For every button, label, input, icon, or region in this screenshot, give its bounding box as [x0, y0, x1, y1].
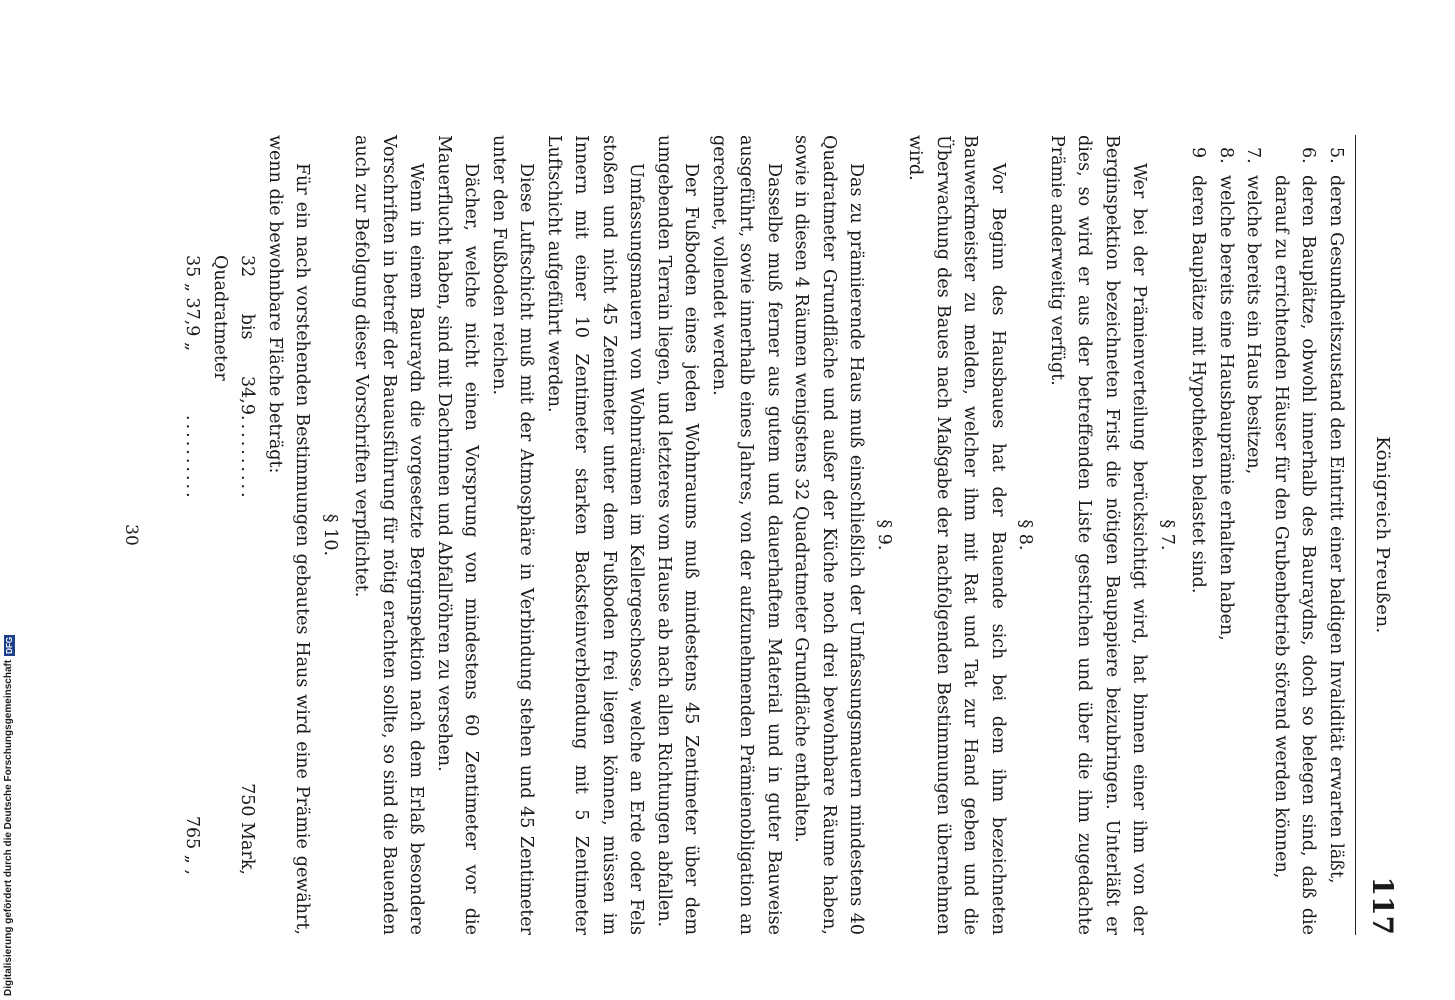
premium-amount: 750 Mark, [237, 783, 258, 875]
section-heading: § 9. [874, 519, 894, 551]
premium-range: 32 bis 34,9 Quadratmeter [210, 255, 258, 415]
list-number: 5. [1326, 147, 1346, 164]
paragraph: Für ein nach vorstehenden Bestimmungen gebautes Haus wird eine Prämie gewährt, wenn die bewohnbare Fläche beträgt: [265, 135, 313, 935]
running-head: Königreich Preußen. [1372, 436, 1393, 634]
list-number: 7. [1243, 147, 1264, 164]
premium-row [206, 135, 261, 935]
list-text: deren Bauplätze, obwohl innerhalb des Bauraydns, doch so belegen sind, daß die darauf zu errichtenden Häuser für den Grubenbetrieb störend werden können, [1271, 175, 1319, 935]
list-text: welche bereits eine Hausbauprämie erhalten haben, [1216, 175, 1236, 641]
premium-amount: 765 „ , [182, 815, 203, 875]
page-number: 117 [1366, 876, 1399, 935]
paragraph: Umfassungsmauern von Wohnräumen im Kellergeschosse, welche an Erde oder Fels stoßen und nicht 45 Zentimeter unter dem Fußboden frei liegen können, müssen im Innern mit einer 10 Zentimeter starken Backsteinverblendung mit 5 Zentimeter Luftschicht aufgeführt werden. [544, 135, 647, 935]
paragraph: Wenn in einem Bauraydn die vorgesetzte Berginspektion nach dem Erlaß besondere Vorschriften in betreff der Bauausführung für nötig erachten sollte, so sind die Bauenden auch zur Befolgung dieser Vorschriften verpflichtet. [351, 135, 427, 935]
list-text: welche bereits ein Haus besitzen, [1243, 175, 1264, 475]
list-text: deren Bauplätze mit Hypotheken belastet sind. [1188, 175, 1209, 594]
dfg-logo-icon: DFG [4, 636, 14, 654]
paragraph: Dächer, welche nicht einen Vorsprung von mindestens 60 Zentimeter vor die Mauerflucht haben, sind mit Dachrinnen und Abfallröhren zu versehen. [434, 135, 482, 935]
digitization-credit [2, 606, 16, 996]
list-number: 8. [1216, 147, 1236, 164]
signature-mark: 30 [121, 524, 141, 546]
section-9 [347, 135, 897, 935]
premium-range: 35 „ 37,9 „ [182, 255, 203, 352]
rotated-page-scan [121, 95, 1400, 975]
list-number: 6. [1298, 147, 1319, 164]
page-header [1355, 135, 1400, 935]
list-item [1322, 135, 1350, 935]
paragraph: Wer bei der Prämienverteilung berücksichtigt wird, hat binnen einer ihm von der Berginspektion bezeichneten Frist die nötigen Baupapiere beizubringen. Unterläßt er dies, so wird er aus der betreffenden Liste gestrichen und über die ihm zugedachte Prämie anderweitig verfügt. [1047, 135, 1150, 935]
section-heading: § 7. [1157, 519, 1177, 551]
credit-text: Digitalisierung gefördert durch die Deutsche Forschungsgemeinschaft [3, 659, 14, 996]
page-content [117, 135, 1356, 935]
list-item [1184, 135, 1212, 935]
list-item [1267, 135, 1322, 935]
list-item [1212, 135, 1240, 935]
exclusion-list [1184, 135, 1349, 935]
section-8 [901, 135, 1039, 935]
list-item [1239, 135, 1267, 935]
section-7 [1043, 135, 1181, 935]
paragraph: Das zu prämiierende Haus muß einschließlich der Umfassungsmauern mindestens 40 Quadratmeter Grundfläche und außer der Küche noch drei bewohnbare Räume haben, sowie in diesen 4 Räumen wenigstens 32 Quadratmeter Grundfläche enthalten. [791, 135, 867, 935]
paragraph: Diese Luftschicht muß mit der Atmosphäre in Verbindung stehen und 45 Zentimeter unter den Fußboden reichen. [489, 135, 537, 935]
premium-table [178, 135, 261, 935]
paragraph: Vor Beginn des Hausbaues hat der Bauende sich bei dem ihm bezeichneten Bauwerkmeister zu melden, welcher ihm mit Rat und Tat zur Hand geben und die Überwachung des Baues nach Maßgabe der nachfolgenden Bestimmungen übernehmen wird. [905, 135, 1008, 935]
premium-row [178, 135, 206, 935]
section-heading: § 10. [320, 513, 340, 557]
premium-leader-dots: .......... [237, 415, 258, 501]
premium-leader-dots: .......... [182, 415, 203, 501]
paragraph: Der Fußboden eines jeden Wohnraums muß mindestens 45 Zentimeter über dem umgebenden Terrain liegen, und letzteres vom Hause ab nach allen Richtungen abfallen. [654, 135, 702, 935]
list-text: deren Gesundheitszustand den Eintritt einer baldigen Invalidität erwarten läßt, [1326, 175, 1346, 884]
section-10 [178, 135, 343, 935]
section-heading: § 8. [1015, 519, 1036, 551]
list-number: 9 [1188, 147, 1209, 159]
document-page [121, 95, 1400, 975]
paragraph: Dasselbe muß ferner aus gutem und dauerhaftem Material und in guter Bauweise ausgeführt, sowie innerhalb eines Jahres, von der aufzunehmenden Prämienobligation an gerechnet, vollendet werden. [709, 135, 784, 935]
